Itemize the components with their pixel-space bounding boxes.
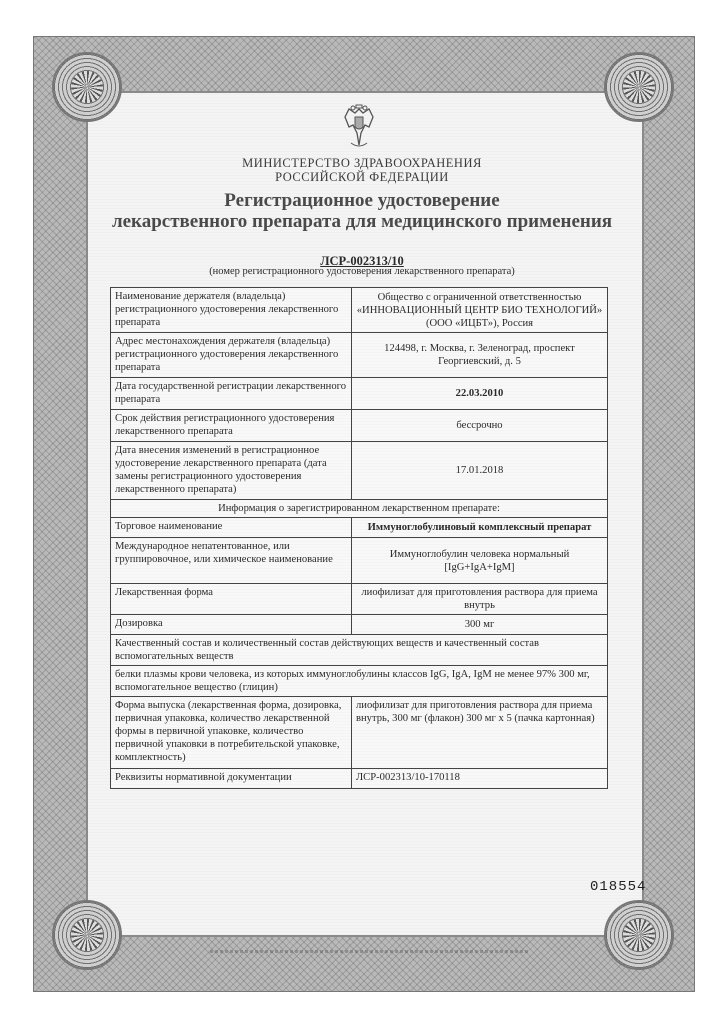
inn-label: Международное непатентованное, или группировочное, или химическое наименование (111, 538, 352, 584)
release-form-label: Форма выпуска (лекарственная форма, дозировка, первичная упаковка, количество лекарственной формы в первичной упаковке, количество первичной упаковки в потребительской упаковке, комплектность) (111, 697, 352, 769)
table-row (111, 538, 608, 584)
release-form-value: лиофилизат для приготовления раствора для приема внутрь, 300 мг (флакон) 300 мг х 5 (пачка картонная) (352, 697, 608, 769)
table-row (111, 615, 608, 635)
table-row (111, 666, 608, 697)
dosage-label: Дозировка (111, 615, 352, 635)
table-row (111, 518, 608, 538)
corner-rosette-bottom-left (52, 900, 122, 970)
serial-number: 018554 (590, 879, 647, 895)
composition-label: Качественный состав и количественный состав действующих веществ и качественный состав вспомогательных веществ (111, 635, 608, 666)
trade-name-label: Торговое наименование (111, 518, 352, 538)
table-row (111, 697, 608, 769)
address-label: Адрес местонахождения держателя (владельца) регистрационного удостоверения лекарственного препарата (111, 333, 352, 378)
validity-label: Срок действия регистрационного удостоверения лекарственного препарата (111, 410, 352, 442)
trade-name-value: Иммуноглобулиновый комплексный препарат (352, 518, 608, 538)
microprint-line (210, 950, 530, 953)
info-header: Информация о зарегистрированном лекарственном препарате: (111, 500, 608, 518)
table-row (111, 288, 608, 333)
ministry-line-1: МИНИСТЕРСТВО ЗДРАВООХРАНЕНИЯ (242, 156, 482, 170)
table-row (111, 769, 608, 789)
normative-docs-value: ЛСР-002313/10-170118 (352, 769, 608, 789)
registration-number: ЛСР-002313/10 (320, 254, 404, 268)
registration-date-value: 22.03.2010 (352, 378, 608, 410)
registration-date-label: Дата государственной регистрации лекарственного препарата (111, 378, 352, 410)
table-row (111, 442, 608, 500)
registration-table (110, 287, 608, 789)
change-date-label: Дата внесения изменений в регистрационное удостоверение лекарственного препарата (дата замены регистрационного удостоверения лекарственного препарата) (111, 442, 352, 500)
inn-value: Иммуноглобулин человека нормальный [IgG+IgA+IgM] (352, 538, 608, 584)
table-row (111, 500, 608, 518)
table-row (111, 378, 608, 410)
corner-rosette-top-left (52, 52, 122, 122)
title-line-1: Регистрационное удостоверение (224, 190, 500, 211)
address-value: 124498, г. Москва, г. Зеленоград, проспект Георгиевский, д. 5 (352, 333, 608, 378)
table-row (111, 584, 608, 615)
table-row (111, 333, 608, 378)
validity-value: бессрочно (352, 410, 608, 442)
dosage-value: 300 мг (352, 615, 608, 635)
state-emblem-icon (339, 103, 379, 151)
normative-docs-label: Реквизиты нормативной документации (111, 769, 352, 789)
dosage-form-label: Лекарственная форма (111, 584, 352, 615)
title-line-2: лекарственного препарата для медицинского применения (111, 211, 613, 232)
table-row (111, 410, 608, 442)
composition-value: белки плазмы крови человека, из которых иммуноглобулины классов IgG, IgA, IgM не менее 97% 300 мг, вспомогательное вещество (глицин) (111, 666, 608, 697)
table-row (111, 635, 608, 666)
registration-number-caption: (номер регистрационного удостоверения лекарственного препарата) (209, 266, 515, 277)
corner-rosette-top-right (604, 52, 674, 122)
holder-value: Общество с ограниченной ответственностью «ИННОВАЦИОННЫЙ ЦЕНТР БИО ТЕХНОЛОГИЙ» (ООО «ИЦБТ»), Россия (352, 288, 608, 333)
holder-label: Наименование держателя (владельца) регистрационного удостоверения лекарственного препарата (111, 288, 352, 333)
dosage-form-value: лиофилизат для приготовления раствора для приема внутрь (352, 584, 608, 615)
corner-rosette-bottom-right (604, 900, 674, 970)
ministry-line-2: РОССИЙСКОЙ ФЕДЕРАЦИИ (275, 170, 449, 184)
change-date-value: 17.01.2018 (352, 442, 608, 500)
